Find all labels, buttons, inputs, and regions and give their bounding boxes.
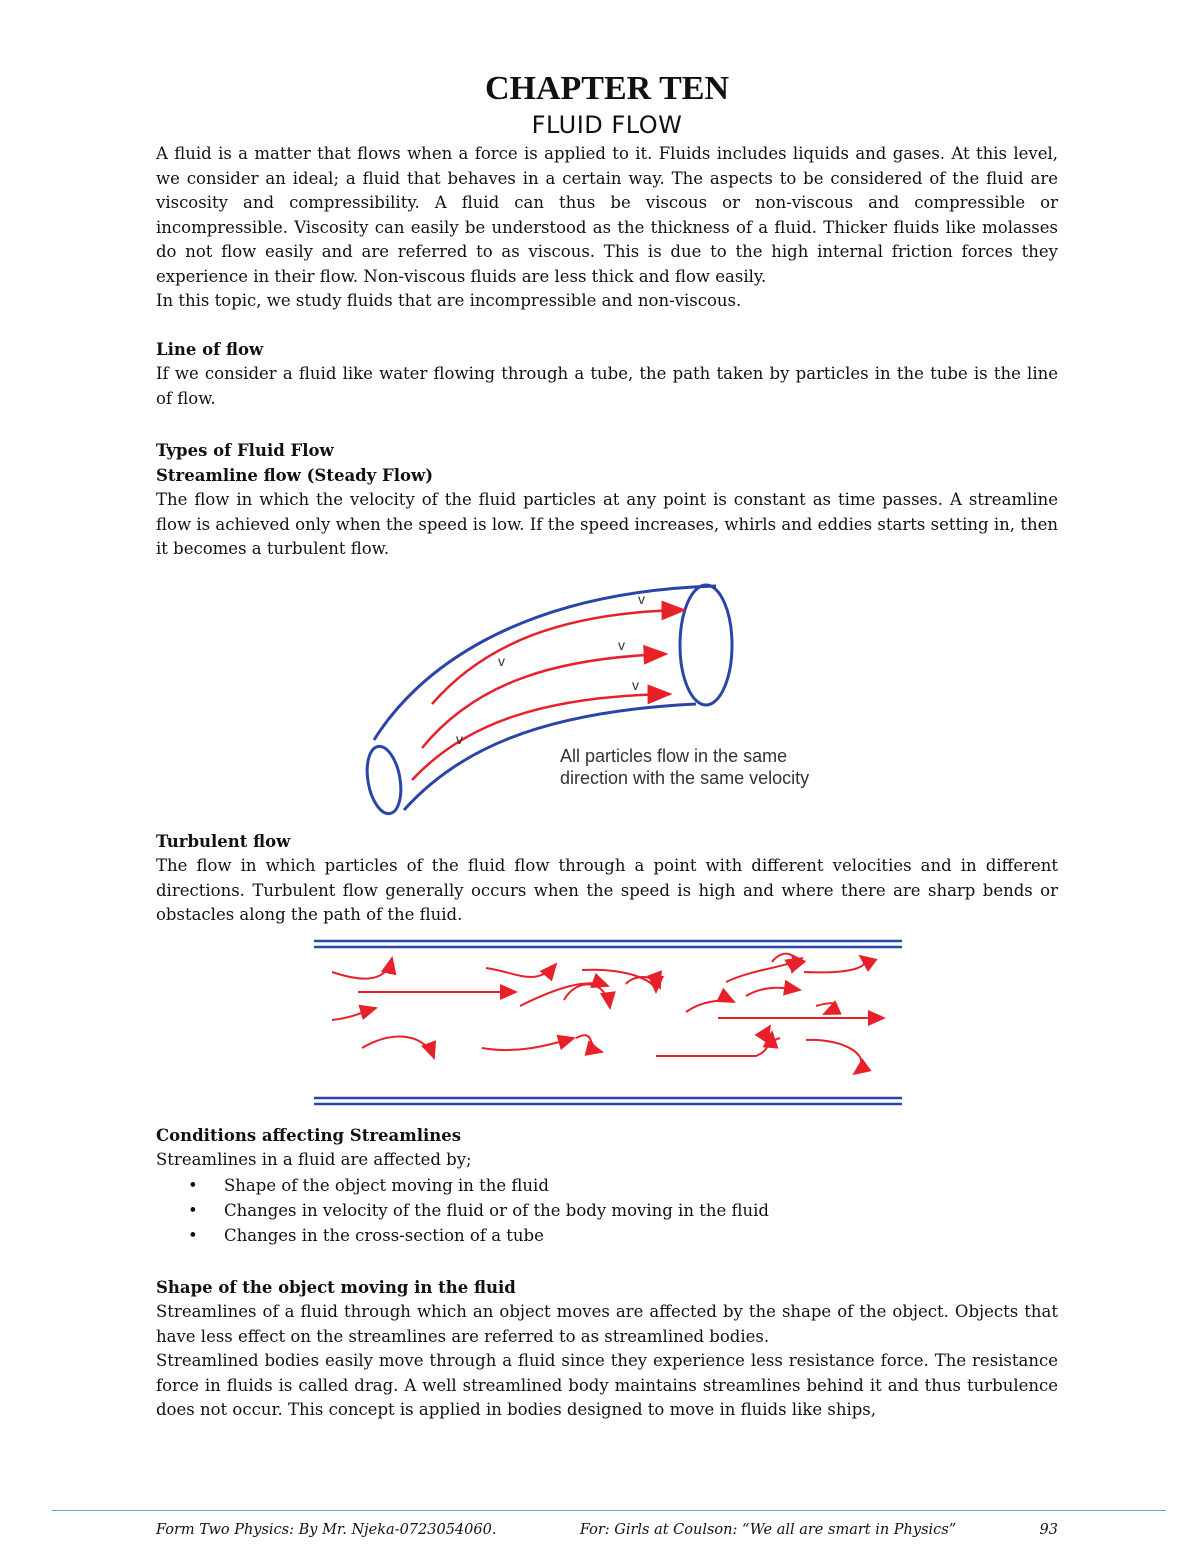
eddy-arrow	[686, 1000, 734, 1011]
eddy-arrow	[726, 958, 802, 982]
conditions-intro: Streamlines in a fluid are affected by;	[156, 1150, 472, 1169]
velocity-label: v	[632, 676, 639, 693]
turbulent-figure	[156, 928, 1058, 1124]
footer-audience: For: Girls at Coulson: “We all are smart in Physics”	[579, 1522, 957, 1538]
streamline-diagram	[156, 562, 1058, 830]
streamline-figure	[156, 562, 1058, 830]
figure-caption-line-2: direction with the same velocity	[560, 767, 810, 788]
page-footer	[156, 1520, 1058, 1540]
footer-author: Form Two Physics: By Mr. Njeka-0723054060.	[156, 1522, 497, 1538]
eddy-arrow	[362, 1036, 434, 1057]
intro-paragraph: A fluid is a matter that flows when a force is applied to it. Fluids includes liquids and gases. At this level, we consider an ideal; a fluid that behaves in a certain way. The aspects to be considered of the fluid are viscosity and compressibility. A fluid can thus be viscous or non-viscous and compressible or incompressible. Viscosity can easily be understood as the thickness of a fluid. Thicker fluids like molasses do not flow easily and are referred to as viscous. This is due to the high internal friction forces they experience in their flow. Non-viscous fluids are less thick and flow easily.	[156, 144, 1058, 286]
types-heading: Types of Fluid Flow	[156, 441, 334, 460]
eddy-arrow	[656, 1026, 770, 1056]
line-of-flow-heading: Line of flow	[156, 339, 264, 359]
line-of-flow-text: If we consider a fluid like water flowing through a tube, the path taken by particles in the tube is the line of flow.	[156, 364, 1058, 408]
eddy-arrow	[806, 1039, 861, 1073]
eddy-arrow	[816, 1003, 836, 1014]
conditions-list	[156, 1173, 1058, 1248]
velocity-label: v	[618, 636, 625, 653]
conditions-heading: Conditions affecting Streamlines	[156, 1125, 462, 1145]
eddy-arrow	[770, 1032, 780, 1045]
eddy-arrow	[746, 987, 800, 995]
eddy-arrow	[564, 984, 610, 1008]
velocity-label: v	[498, 652, 505, 669]
turbulent-text: The flow in which particles of the fluid flow through a point with different velocities and in different directions. Turbulent flow generally occurs when the speed is high and where there are sharp bends or obstacles along the path of the fluid.	[156, 856, 1058, 924]
eddy-arrow	[804, 956, 864, 972]
turbulent-diagram	[156, 928, 1058, 1124]
footer-divider	[52, 1510, 1166, 1511]
page-number: 93	[1039, 1522, 1058, 1538]
eddy-arrow	[582, 969, 656, 991]
flow-arrow	[432, 610, 684, 704]
eddy-arrow	[332, 958, 392, 979]
list-item: • Shape of the object moving in the fluid	[156, 1173, 1058, 1198]
page-content	[156, 68, 1058, 1423]
shape-paragraph-2: Streamlined bodies easily move through a fluid since they experience less resistance force. The resistance force in fluids is called drag. A well streamlined body maintains streamlines behind it and thus turbulence does not occur. This concept is applied in bodies designed to move in fluids like ships,	[156, 1351, 1058, 1419]
list-item: • Changes in the cross-section of a tube	[156, 1223, 1058, 1248]
streamline-text: The flow in which the velocity of the fluid particles at any point is constant as time passes. A streamline flow is achieved only when the speed is low. If the speed increases, whirls and eddies starts setting in, then it becomes a turbulent flow.	[156, 490, 1058, 558]
velocity-label: v	[456, 730, 463, 747]
streamline-heading: Streamline flow (Steady Flow)	[156, 465, 434, 485]
velocity-label: v	[638, 590, 645, 607]
figure-caption-line-1: All particles flow in the same	[560, 745, 788, 766]
shape-paragraph-1: Streamlines of a fluid through which an object moves are affected by the shape of the object. Objects that have less effect on the streamlines are referred to as streamlined bodies.	[156, 1302, 1058, 1346]
eddy-arrow	[332, 1008, 376, 1020]
tube-top-edge	[374, 586, 716, 740]
tube-entry-ellipse	[362, 743, 405, 816]
intro-paragraph-2: In this topic, we study fluids that are incompressible and non-viscous.	[156, 291, 742, 310]
chapter-title: CHAPTER TEN	[484, 70, 730, 107]
list-item: • Changes in velocity of the fluid or of the body moving in the fluid	[156, 1198, 1058, 1223]
eddy-arrow	[486, 964, 556, 977]
turbulent-heading: Turbulent flow	[156, 831, 291, 851]
shape-heading: Shape of the object moving in the fluid	[156, 1277, 516, 1297]
eddy-arrow	[482, 1038, 574, 1050]
eddy-arrow	[576, 1035, 602, 1052]
tube-exit-ellipse	[680, 585, 732, 705]
chapter-subtitle: FLUID FLOW	[531, 111, 683, 139]
